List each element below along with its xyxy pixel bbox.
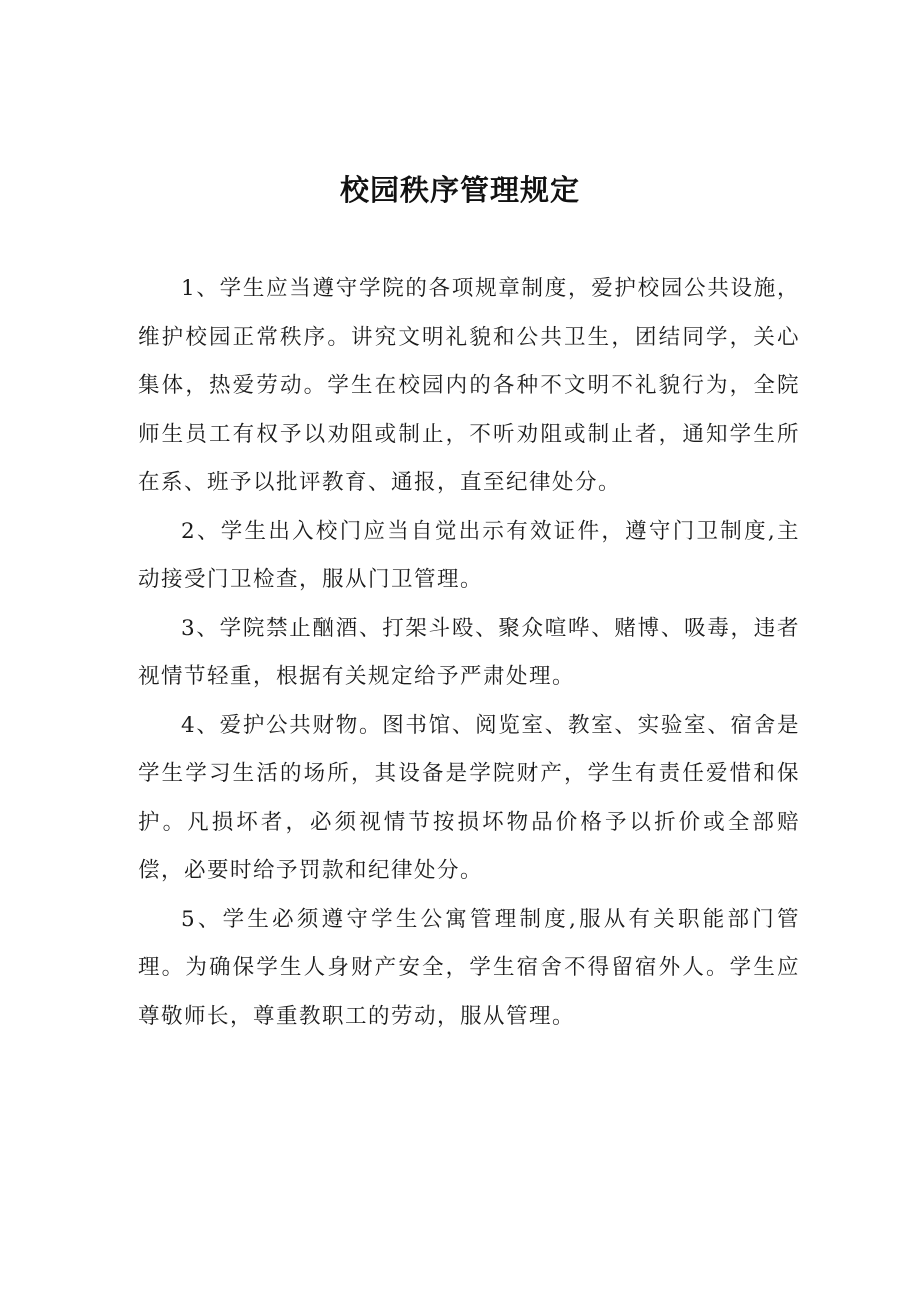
regulation-paragraph-5: 5、学生必须遵守学生公寓管理制度,服从有关职能部门管理。为确保学生人身财产安全，学生宿舍不得留宿外人。学生应尊敬师长，尊重教职工的劳动，服从管理。 [138,906,800,1029]
regulation-paragraph-2: 2、学生出入校门应当自觉出示有效证件，遵守门卫制度,主动接受门卫检查，服从门卫管理。 [138,518,800,592]
regulation-paragraph-3: 3、学院禁止酗酒、打架斗殴、聚众喧哗、赌博、吸毒，违者视情节轻重，根据有关规定给予严肃处理。 [138,615,800,689]
regulation-paragraph-1: 1、学生应当遵守学院的各项规章制度，爱护校园公共设施，维护校园正常秩序。讲究文明礼貌和公共卫生，团结同学，关心集体，热爱劳动。学生在校园内的各种不文明不礼貌行为，全院师生员工有权予以劝阻或制止，不听劝阻或制止者，通知学生所在系、班予以批评教育、通报，直至纪律处分。 [138,276,800,495]
document-title: 校园秩序管理规定 [339,173,580,207]
document-body [138,265,800,1041]
regulation-paragraph-4: 4、爱护公共财物。图书馆、阅览室、教室、实验室、宿舍是学生学习生活的场所，其设备是学院财产，学生有责任爱惜和保护。凡损坏者，必须视情节按损坏物品价格予以折价或全部赔偿，必要时给予罚款和纪律处分。 [138,712,800,883]
